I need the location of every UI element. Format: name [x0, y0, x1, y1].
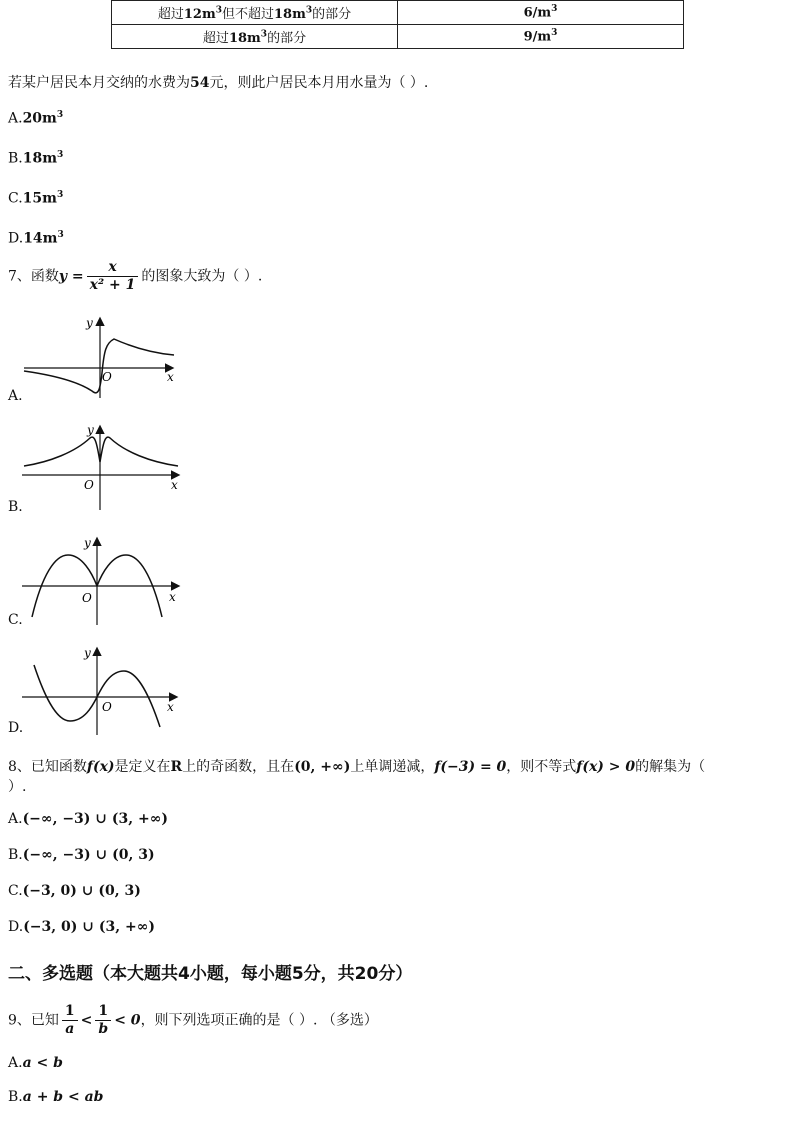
q9-frac-den: b [98, 1021, 109, 1037]
fee-table-wrap [111, 0, 684, 49]
q9-text: ，则下列选项正确的是（ ）. （多选） [140, 1012, 378, 1029]
table-row [112, 25, 684, 49]
cell-sup: 3 [260, 29, 268, 40]
y-axis-label: y [87, 423, 94, 437]
q7-stem-post: 的图象大致为（ ）. [141, 268, 263, 285]
option-label: B. [8, 1089, 23, 1105]
q9-fraction-2 [95, 1003, 111, 1038]
origin-label: O [84, 478, 94, 492]
q9-frac-num: 1 [95, 1003, 111, 1021]
table-cell-range [112, 25, 398, 49]
cell-text: 但不超过 [221, 7, 274, 22]
q7-fraction [87, 259, 139, 294]
option-sup: 3 [57, 150, 64, 160]
option-label: A. [8, 1055, 23, 1071]
origin-label: O [102, 700, 112, 714]
q8-text: 上单调递减， [350, 759, 435, 775]
x-axis-label: x [167, 700, 174, 714]
q8-option-c[interactable] [8, 883, 141, 899]
option-value: 18m [22, 150, 58, 167]
x-axis-label: x [167, 370, 174, 384]
q8-stem-line2: ）. [8, 779, 27, 795]
q9-frac-den: a [65, 1021, 75, 1037]
option-value: (−∞, −3) ∪ (0, 3) [22, 847, 155, 863]
q7-graph-b [20, 422, 185, 512]
option-value: (−3, 0) ∪ (3, +∞) [23, 919, 156, 935]
option-value: a + b < ab [22, 1089, 104, 1105]
y-axis-label: y [86, 316, 93, 330]
q9-stem [8, 1003, 378, 1038]
cell-text: 6/m [523, 5, 552, 21]
option-label: D. [8, 919, 24, 935]
cell-text: 18m [274, 7, 306, 22]
q8-text: ，则不等式 [506, 759, 577, 775]
cell-text: 的部分 [267, 31, 307, 46]
function-curve [24, 437, 178, 466]
option-value: 15m [22, 190, 57, 207]
origin-label: O [82, 591, 92, 605]
function-curve [24, 339, 174, 393]
option-sup: 3 [56, 190, 64, 200]
q6-option-d[interactable] [8, 230, 64, 247]
origin-label: O [102, 370, 112, 384]
cell-text: 18m [228, 31, 261, 46]
option-label: C. [8, 883, 23, 899]
q6-stem-post: 元，则此户居民本月用水量为（ ）. [209, 75, 429, 91]
x-axis-label: x [169, 590, 176, 604]
option-label: B. [8, 150, 23, 167]
cell-text: 超过 [202, 31, 229, 46]
q7-option-b[interactable]: B. [8, 499, 23, 515]
q8-text: 上的奇函数，且在 [182, 759, 295, 775]
q7-stem-pre: 7、函数 [8, 268, 59, 285]
cell-sup: 3 [305, 5, 313, 16]
option-label: A. [8, 110, 23, 127]
q9-text: 9、已知 [8, 1012, 59, 1029]
q6-stem-pre: 若某户居民本月交纳的水费为 [8, 75, 190, 91]
cell-sup: 3 [551, 28, 558, 39]
q8-option-b[interactable] [8, 847, 155, 863]
q8-text: 是定义在 [114, 759, 171, 775]
cell-text: 的部分 [312, 7, 352, 22]
option-value: 20m [22, 110, 57, 127]
option-label: B. [8, 847, 23, 863]
q6-option-c[interactable] [8, 190, 63, 207]
option-label: A. [8, 811, 23, 827]
y-axis-label: y [84, 536, 91, 550]
q9-math: < [80, 1012, 93, 1029]
table-cell-range [112, 1, 398, 25]
option-value: 14m [23, 230, 58, 247]
q9-option-a[interactable] [8, 1055, 63, 1071]
q6-stem [8, 72, 428, 92]
fee-table [111, 0, 684, 49]
q7-y-eq: y = [58, 268, 84, 285]
y-axis-label: y [84, 646, 91, 660]
q9-frac-num: 1 [62, 1003, 78, 1021]
option-sup: 3 [57, 230, 64, 240]
table-cell-price [398, 25, 684, 49]
q7-option-d[interactable]: D. [8, 720, 24, 736]
table-cell-price [398, 1, 684, 25]
q7-frac-num: x [87, 259, 139, 277]
section-title: 二、多选题（本大题共4小题，每小题5分，共20分） [8, 964, 413, 984]
q8-math: R [170, 759, 183, 775]
cell-sup: 3 [551, 4, 558, 15]
q8-option-a[interactable] [8, 811, 168, 827]
option-label: C. [8, 190, 23, 207]
cell-text: 12m [183, 7, 216, 22]
option-value: (−∞, −3) ∪ (3, +∞) [22, 811, 169, 827]
q9-option-b[interactable] [8, 1089, 103, 1105]
option-sup: 3 [56, 110, 64, 120]
q7-graph-c [20, 535, 185, 630]
q8-stem-line1 [8, 756, 705, 776]
q8-text: 8、已知函数 [8, 759, 87, 775]
q7-option-c[interactable]: C. [8, 612, 23, 628]
q7-option-a[interactable]: A. [8, 388, 23, 404]
q9-math: < 0 [114, 1012, 141, 1029]
option-value: (−3, 0) ∪ (0, 3) [22, 883, 141, 899]
q6-option-b[interactable] [8, 150, 63, 167]
q9-fraction-1 [62, 1003, 78, 1038]
q6-stem-num: 54 [190, 75, 210, 91]
q7-graph-a [22, 313, 182, 403]
q6-option-a[interactable] [8, 110, 63, 127]
cell-text: 9/m [523, 29, 552, 45]
q7-stem [8, 259, 262, 294]
q8-math: f(x) > 0 [576, 759, 636, 775]
q7-graph-d [20, 645, 185, 740]
table-row [112, 1, 684, 25]
q7-frac-den: x² + 1 [89, 277, 136, 293]
q8-text: 的解集为（ [635, 759, 706, 775]
cell-sup: 3 [215, 5, 222, 16]
q8-math: (0, +∞) [294, 759, 351, 775]
option-label: D. [8, 230, 24, 247]
option-value: a < b [22, 1055, 63, 1071]
q8-math: f(x) [86, 759, 115, 775]
q8-option-d[interactable] [8, 919, 155, 935]
cell-text: 超过 [157, 7, 184, 22]
q8-math: f(−3) = 0 [434, 759, 507, 775]
x-axis-label: x [171, 478, 178, 492]
